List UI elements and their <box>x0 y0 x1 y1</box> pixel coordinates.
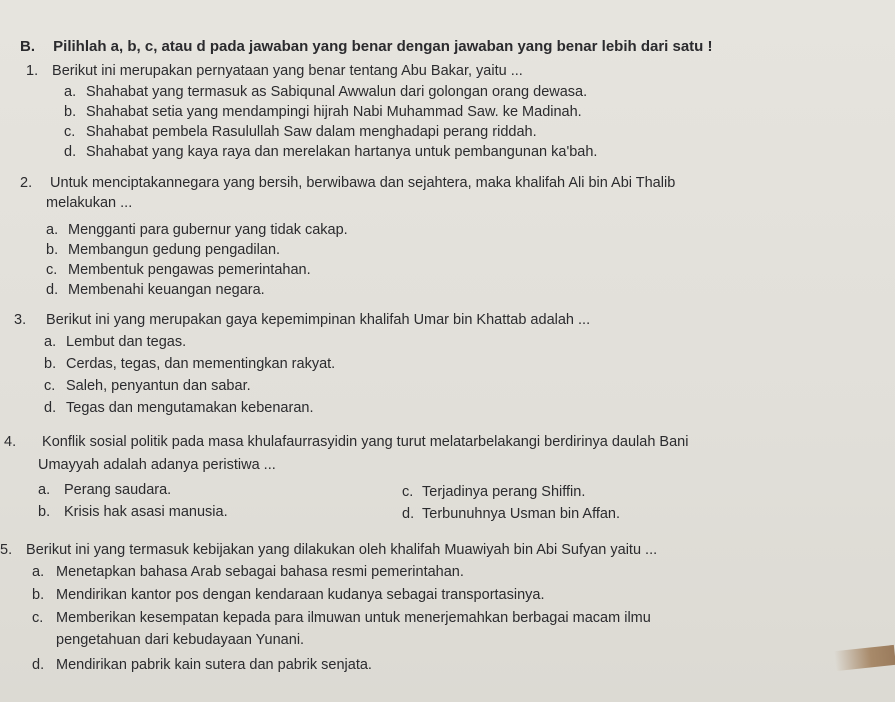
q4-option-b[interactable] <box>38 503 228 521</box>
q4-option-c[interactable] <box>402 483 585 501</box>
question-text: Untuk menciptakannegara yang bersih, berwibawa dan sejahtera, maka khalifah Ali bin Abi Thalib <box>50 175 676 191</box>
option-letter: c. <box>402 484 414 500</box>
option-text: Membenahi keuangan negara. <box>68 282 265 298</box>
option-letter: d. <box>32 657 45 673</box>
option-text: Shahabat pembela Rasulullah Saw dalam menghadapi perang riddah. <box>86 124 537 140</box>
option-text: Membentuk pengawas pemerintahan. <box>68 262 311 278</box>
question-2-continued: melakukan ... <box>46 195 133 211</box>
question-number: 3. <box>14 312 27 328</box>
paper-edge-shadow <box>834 645 895 671</box>
question-text: Berikut ini yang merupakan gaya kepemimpinan khalifah Umar bin Khattab adalah ... <box>46 312 591 328</box>
q3-option-c[interactable] <box>44 377 251 395</box>
q2-option-d[interactable] <box>46 281 265 299</box>
option-text: Krisis hak asasi manusia. <box>64 504 228 520</box>
q5-option-d[interactable] <box>32 656 372 674</box>
option-text: Lembut dan tegas. <box>66 334 187 350</box>
option-text: Terbunuhnya Usman bin Affan. <box>422 506 621 522</box>
option-text: Shahabat yang termasuk as Sabiqunal Awwalun dari golongan orang dewasa. <box>86 84 588 100</box>
q1-option-c[interactable] <box>64 123 537 141</box>
option-letter: c. <box>44 378 56 394</box>
question-number: 2. <box>20 175 33 191</box>
question-4 <box>4 433 688 451</box>
question-5 <box>0 541 657 559</box>
q5-option-c-continued: pengetahuan dari kebudayaan Yunani. <box>56 632 305 648</box>
option-letter: a. <box>32 564 45 580</box>
option-letter: d. <box>44 400 57 416</box>
option-text: Mendirikan kantor pos dengan kendaraan kudanya sebagai transportasinya. <box>56 587 545 603</box>
question-text: Berikut ini merupakan pernyataan yang benar tentang Abu Bakar, yaitu ... <box>52 63 523 79</box>
q2-option-b[interactable] <box>46 241 280 259</box>
q2-option-a[interactable] <box>46 221 348 239</box>
question-number: 5. <box>0 542 13 558</box>
option-letter: a. <box>38 482 51 498</box>
q2-option-c[interactable] <box>46 261 311 279</box>
q5-option-a[interactable] <box>32 563 464 581</box>
option-letter: b. <box>32 587 45 603</box>
q3-option-d[interactable] <box>44 399 313 417</box>
option-letter: a. <box>46 222 59 238</box>
option-text: Cerdas, tegas, dan mementingkan rakyat. <box>66 356 336 372</box>
option-letter: b. <box>46 242 59 258</box>
option-letter: c. <box>64 124 76 140</box>
option-letter: d. <box>402 506 415 522</box>
question-1 <box>26 62 523 80</box>
option-text: Membangun gedung pengadilan. <box>68 242 281 258</box>
q3-option-b[interactable] <box>44 355 335 373</box>
option-letter: c. <box>32 610 44 626</box>
option-letter: b. <box>64 104 77 120</box>
option-text: Tegas dan mengutamakan kebenaran. <box>66 400 314 416</box>
option-text: Shahabat setia yang mendampingi hijrah Nabi Muhammad Saw. ke Madinah. <box>86 104 582 120</box>
option-letter: a. <box>64 84 77 100</box>
section-instruction: Pilihlah a, b, c, atau d pada jawaban yang benar dengan jawaban yang benar lebih dari satu ! <box>53 38 713 55</box>
section-heading <box>20 38 713 56</box>
option-text: Menetapkan bahasa Arab sebagai bahasa resmi pemerintahan. <box>56 564 464 580</box>
option-letter: b. <box>38 504 51 520</box>
q1-option-d[interactable] <box>64 143 597 161</box>
question-3 <box>14 311 590 329</box>
question-2 <box>20 174 675 192</box>
option-text: Shahabat yang kaya raya dan merelakan hartanya untuk pembangunan ka'bah. <box>86 144 598 160</box>
question-number: 1. <box>26 63 39 79</box>
question-4-continued: Umayyah adalah adanya peristiwa ... <box>38 457 276 473</box>
q1-option-b[interactable] <box>64 103 582 121</box>
q1-option-a[interactable] <box>64 83 587 101</box>
q3-option-a[interactable] <box>44 333 186 351</box>
option-text: Memberikan kesempatan kepada para ilmuwan untuk menerjemahkan berbagai macam ilmu <box>56 610 651 626</box>
question-text: Berikut ini yang termasuk kebijakan yang dilakukan oleh khalifah Muawiyah bin Abi Sufyan yaitu ... <box>26 542 658 558</box>
option-letter: d. <box>64 144 77 160</box>
option-text: Mengganti para gubernur yang tidak cakap. <box>68 222 348 238</box>
question-text: Konflik sosial politik pada masa khulafaurrasyidin yang turut melatarbelakangi berdirinya daulah Bani <box>42 434 689 450</box>
option-text: Saleh, penyantun dan sabar. <box>66 378 251 394</box>
q4-option-a[interactable] <box>38 481 171 499</box>
option-letter: a. <box>44 334 57 350</box>
option-letter: d. <box>46 282 59 298</box>
q4-option-d[interactable] <box>402 505 620 523</box>
option-text: Perang saudara. <box>64 482 172 498</box>
option-text: Terjadinya perang Shiffin. <box>422 484 586 500</box>
section-label: B. <box>20 38 35 55</box>
q5-option-b[interactable] <box>32 586 545 604</box>
option-letter: c. <box>46 262 58 278</box>
option-letter: b. <box>44 356 57 372</box>
question-number: 4. <box>4 434 17 450</box>
q5-option-c[interactable] <box>32 609 651 627</box>
option-text: Mendirikan pabrik kain sutera dan pabrik senjata. <box>56 657 372 673</box>
